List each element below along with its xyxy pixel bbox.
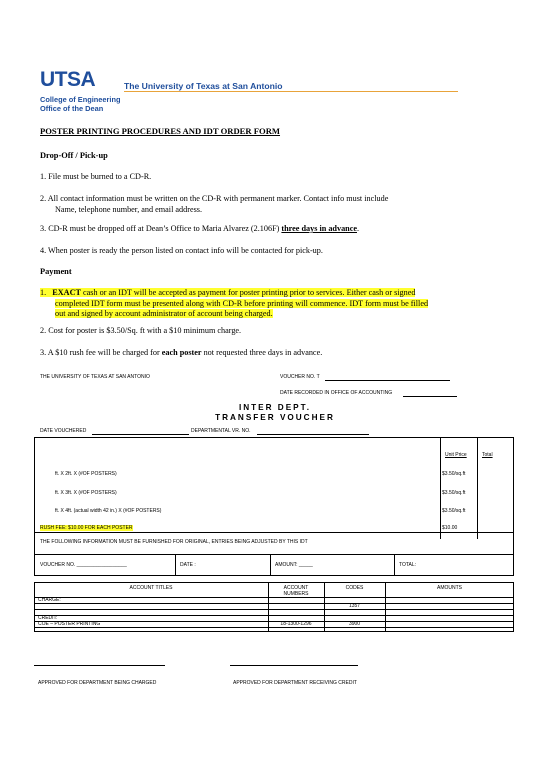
header-rule xyxy=(124,91,458,92)
date-recorded-line xyxy=(403,396,457,397)
credit-label: CREDIT: xyxy=(38,615,58,621)
size-row-3ft-price: $3.50/sq.ft xyxy=(442,490,466,496)
idt-title-1: INTER DEPT. xyxy=(238,403,312,412)
dropoff-item-3 xyxy=(40,224,490,235)
dept-vr-line xyxy=(257,434,369,435)
credit-code: 3900 xyxy=(348,621,361,627)
date-vouchered-label: DATE VOUCHERED xyxy=(40,428,87,434)
accounts-row-6 xyxy=(34,627,514,628)
size-row-2ft: ft. X 2ft. X (#OF POSTERS) xyxy=(55,471,117,477)
date-label: DATE : xyxy=(180,562,196,568)
date-vouchered-line xyxy=(92,434,189,435)
size-row-3ft: ft. X 3ft. X (#OF POSTERS) xyxy=(55,490,117,496)
payment-item-1-line-3: out and signed by account administrator of account being charged. xyxy=(55,309,273,319)
rush-fee-label: RUSH FEE: $10.00 FOR EACH POSTER xyxy=(40,525,133,531)
payment-item-1-bold: EXACT xyxy=(52,288,81,297)
unit-price-label: Unit Price xyxy=(445,452,467,458)
dropoff-item-3-post: . xyxy=(357,224,360,233)
approval-right-line xyxy=(230,665,358,666)
approval-left-line xyxy=(34,665,165,666)
credit-title: COE – POSTER PRINTING xyxy=(38,621,101,627)
payment-item-3 xyxy=(40,348,490,359)
payment-item-1 xyxy=(40,288,510,320)
charge-code: 1357 xyxy=(348,603,361,609)
dept-vr-label: DEPARTMENTAL VR. NO. xyxy=(191,428,251,434)
charge-label: CHARGE: xyxy=(38,597,61,603)
size-row-2ft-price: $3.50/sq.ft xyxy=(442,471,466,477)
accounts-row-1 xyxy=(34,597,514,598)
voucher-divider-2 xyxy=(270,554,271,576)
university-name: The University of Texas at San Antonio xyxy=(124,81,283,91)
payment-item-2: 2. Cost for poster is $3.50/Sq. ft with a $10 minimum charge. xyxy=(40,326,242,335)
voucher-divider-1 xyxy=(175,554,176,576)
payment-item-3-post: not requested three days in advance. xyxy=(201,348,323,357)
dropoff-item-3-bold: three days in advance xyxy=(281,224,357,233)
approval-right-label: APPROVED FOR DEPARTMENT RECEIVING CREDIT xyxy=(233,680,357,686)
payment-item-3-pre: 3. A $10 rush fee will be charged for xyxy=(40,348,162,357)
idt-university-label: THE UNIVERSITY OF TEXAS AT SAN ANTONIO xyxy=(40,374,150,380)
total-caps-label: TOTAL: xyxy=(399,562,417,568)
idt-title-2: TRANSFER VOUCHER xyxy=(215,413,335,422)
payment-item-3-bold: each poster xyxy=(161,348,202,357)
college-line-1: College of Engineering xyxy=(40,95,121,104)
size-row-4ft-price: $3.50/sq.ft xyxy=(442,508,466,514)
voucher-row-top xyxy=(34,554,514,555)
dropoff-heading: Drop-Off / Pick-up xyxy=(40,151,108,160)
dropoff-item-2-line-1: 2. All contact information must be written on the CD-R with permanent marker. Contact info must include xyxy=(40,194,389,203)
credit-account-number: 18-1300-1296 xyxy=(280,621,312,627)
amount-label: AMOUNT: _____ xyxy=(275,562,313,568)
dropoff-item-4: 4. When poster is ready the person listed on contact info will be contacted for pick-up. xyxy=(40,246,323,255)
college-block xyxy=(40,95,120,113)
voucher-divider-3 xyxy=(394,554,395,576)
col-account-numbers-1: ACCOUNT xyxy=(283,585,309,591)
payment-item-1-num: 1. xyxy=(40,288,47,297)
payment-item-1-line-2: completed IDT form must be presented along with CD-R before printing will commence. IDT form must be filled xyxy=(55,298,429,308)
total-label: Total xyxy=(482,452,493,458)
dropoff-item-3-pre: 3. CD-R must be dropped off at Dean’s Office to Maria Alvarez (2.106F) xyxy=(40,224,282,233)
dropoff-item-2-line-2: Name, telephone number, and email address. xyxy=(55,204,202,214)
idt-divider-price xyxy=(440,437,441,539)
idt-row-separator xyxy=(34,532,514,533)
college-line-2: Office of the Dean xyxy=(40,104,104,113)
date-recorded-label: DATE RECORDED IN OFFICE OF ACCOUNTING xyxy=(280,390,393,396)
voucher-no-2: VOUCHER NO. __________________ xyxy=(40,562,127,568)
col-account-numbers-2: NUMBERS xyxy=(283,591,309,597)
voucher-no-label: VOUCHER NO. T xyxy=(280,374,320,380)
idt-table xyxy=(34,437,514,576)
following-info-text: THE FOLLOWING INFORMATION MUST BE FURNISHED FOR ORIGINAL, ENTRIES BEING ADJUSTED BY THIS IDT xyxy=(40,539,308,545)
payment-heading: Payment xyxy=(40,267,72,276)
payment-item-1-line-1: cash or an IDT will be accepted as payment for poster printing prior to services. Either cash or signed xyxy=(80,288,416,297)
col-account-titles: ACCOUNT TITLES xyxy=(129,585,173,591)
col-codes: CODES xyxy=(345,585,364,591)
size-row-4ft: ft. X 4ft. (actual width 42 in.) X (#OF POSTERS) xyxy=(55,508,162,514)
accounts-row-2 xyxy=(34,603,514,604)
accounts-row-3 xyxy=(34,609,514,610)
dropoff-item-2 xyxy=(40,194,490,215)
document-title: POSTER PRINTING PROCEDURES AND IDT ORDER FORM xyxy=(40,126,281,136)
rush-fee-price: $10.00 xyxy=(442,525,458,531)
accounts-row-4 xyxy=(34,615,514,616)
approval-left-label: APPROVED FOR DEPARTMENT BEING CHARGED xyxy=(38,680,157,686)
utsa-logo: UTSA xyxy=(40,68,96,91)
col-amounts: AMOUNTS xyxy=(437,585,462,591)
idt-divider-total xyxy=(477,437,478,539)
dropoff-item-1: 1. File must be burned to a CD-R. xyxy=(40,172,152,181)
voucher-no-line xyxy=(325,380,450,381)
